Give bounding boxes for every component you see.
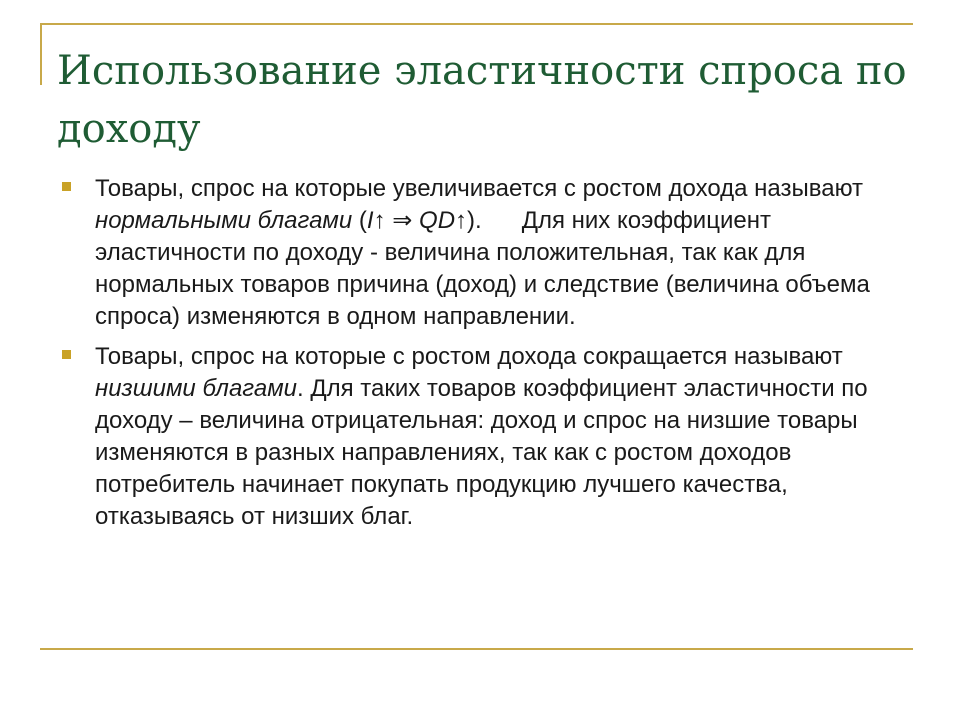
formula-quantity-demanded: QD — [419, 207, 456, 234]
formula-open: ( — [352, 207, 367, 234]
formula-income: I — [366, 207, 374, 234]
square-bullet-icon — [62, 350, 71, 359]
top-rule — [40, 23, 913, 25]
bullet-lead-text: Товары, спрос на которые увеличивается с ростом дохода называют — [95, 175, 864, 202]
left-rule — [40, 23, 42, 85]
square-bullet-icon — [62, 182, 71, 191]
bullet-list — [62, 173, 902, 541]
bullet-body-text: . Для таких товаров коэффициент эластичности по доходу – величина отрицательная: доход и спрос на низшие товары изменяются в разных направлениях, так как с ростом доходов потребитель начинает покупать продукцию лучшего качества, отказываясь от низших благ. — [95, 375, 868, 530]
formula-close: ). — [467, 207, 482, 234]
implies-icon: ⇒ — [385, 207, 420, 234]
bullet-body-text: Для них коэффициент эластичности по доходу - величина положительная, так как для нормальных товаров причина (доход) и следствие (величина объема спроса) изменяются в одном направлении. — [95, 207, 870, 330]
slide-title: Использование эластичности спроса по доходу — [57, 48, 907, 152]
bullet-lead-text: Товары, спрос на которые с ростом дохода сокращается называют — [95, 343, 843, 370]
bullet-item-normal-goods — [62, 173, 902, 333]
bullet-text — [95, 343, 868, 530]
bottom-rule — [40, 648, 913, 650]
term-inferior-goods: низшими благами — [95, 375, 298, 402]
term-normal-goods: нормальными благами — [95, 207, 353, 234]
up-arrow-icon: ↑ — [373, 207, 386, 234]
up-arrow-icon: ↑ — [455, 207, 468, 234]
bullet-text — [95, 175, 870, 330]
bullet-item-inferior-goods — [62, 341, 902, 533]
